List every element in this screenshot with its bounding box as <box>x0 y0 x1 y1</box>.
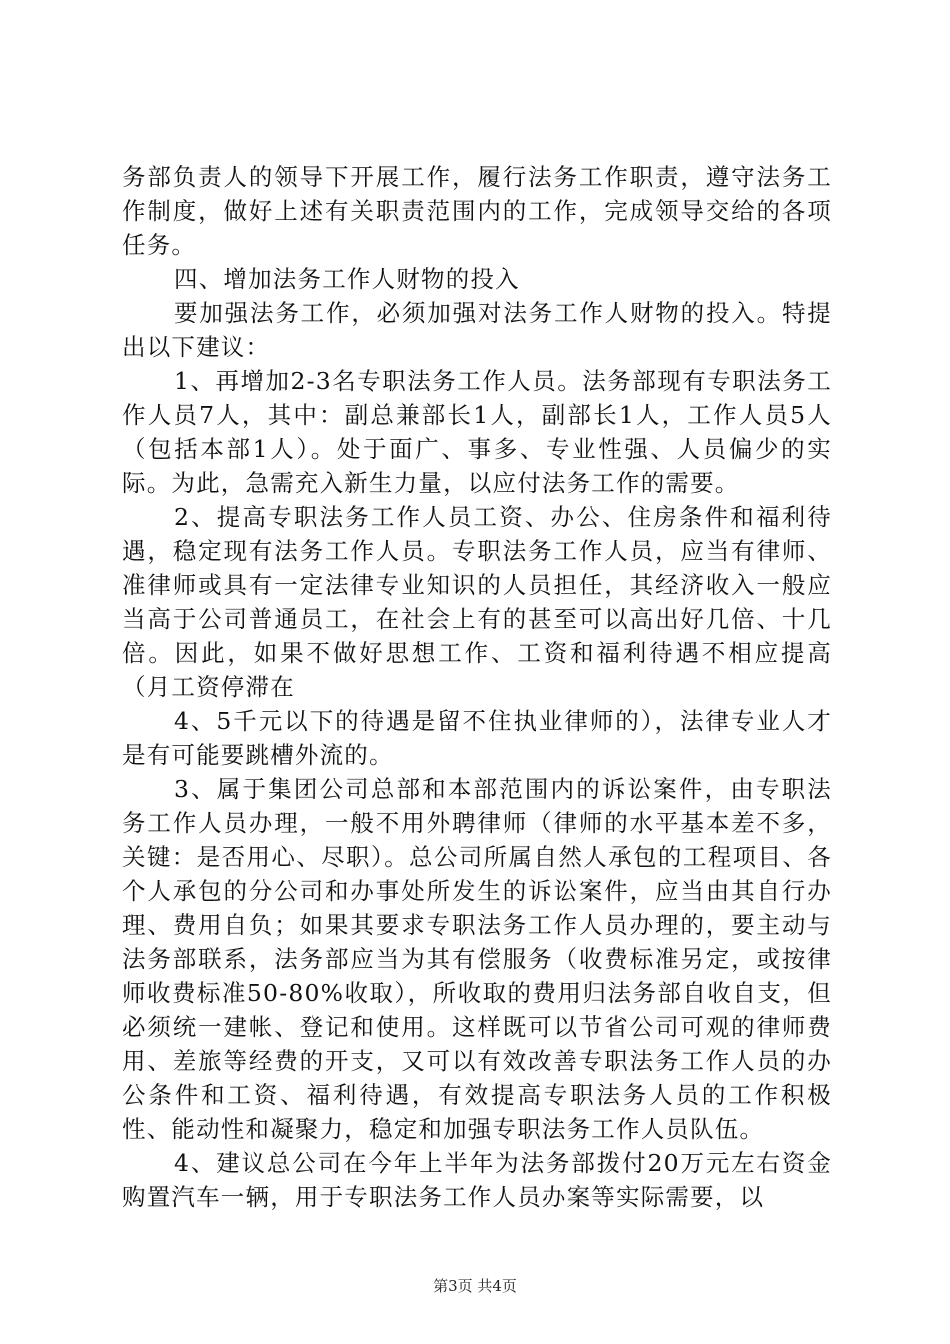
paragraph-item-3: 3、属于集团公司总部和本部范围内的诉讼案件，由专职法务工作人员办理，一般不用外聘律师（律师的水平基本差不多，关键：是否用心、尽职）。总公司所属自然人承包的工程项目、各个人承包的分公司和办事处所发生的诉讼案件，应当由其自行办理、费用自负；如果其要求专职法务工作人员办理的，要主动与法务部联系，法务部应当为其有偿服务（收费标准另定，或按律师收费标准50-80%收取），所收取的费用归法务部自收自支，但必须统一建帐、登记和使用。这样既可以节省公司可观的律师费用、差旅等经费的开支，又可以有效改善专职法务工作人员的办公条件和工资、福利待遇，有效提高专职法务人员的工作积极性、能动性和凝聚力，稳定和加强专职法务工作人员队伍。 <box>122 775 832 1143</box>
paragraph-item-2-cont: 4、5千元以下的待遇是留不住执业律师的），法律专业人才是有可能要跳槽外流的。 <box>122 707 832 769</box>
page-footer: 第3页 共4页 <box>433 1277 517 1295</box>
paragraph-item-2: 2、提高专职法务工作人员工资、办公、住房条件和福利待遇，稳定现有法务工作人员。专职法务工作人员，应当有律师、准律师或具有一定法律专业知识的人员担任，其经济收入一般应当高于公司普通员工，在社会上有的甚至可以高出好几倍、十几倍。因此，如果不做好思想工作、工资和福利待遇不相应提高（月工资停滞在 <box>122 503 832 701</box>
paragraph-item-1: 1、再增加2-3名专职法务工作人员。法务部现有专职法务工作人员7人，其中：副总兼部长1人，副部长1人，工作人员5人（包括本部1人）。处于面广、事多、专业性强、人员偏少的实际。为此，急需充入新生力量，以应付法务工作的需要。 <box>122 367 832 497</box>
section-heading-4: 四、增加法务工作人财物的投入 <box>174 265 520 293</box>
paragraph-item-4: 4、建议总公司在今年上半年为法务部拨付20万元左右资金购置汽车一辆，用于专职法务工作人员办案等实际需要，以 <box>122 1149 832 1211</box>
paragraph-intro: 要加强法务工作，必须加强对法务工作人财物的投入。特提出以下建议： <box>122 299 832 361</box>
document-body <box>122 160 832 1214</box>
paragraph-1: 务部负责人的领导下开展工作，履行法务工作职责，遵守法务工作制度，做好上述有关职责范围内的工作，完成领导交给的各项任务。 <box>122 163 832 259</box>
